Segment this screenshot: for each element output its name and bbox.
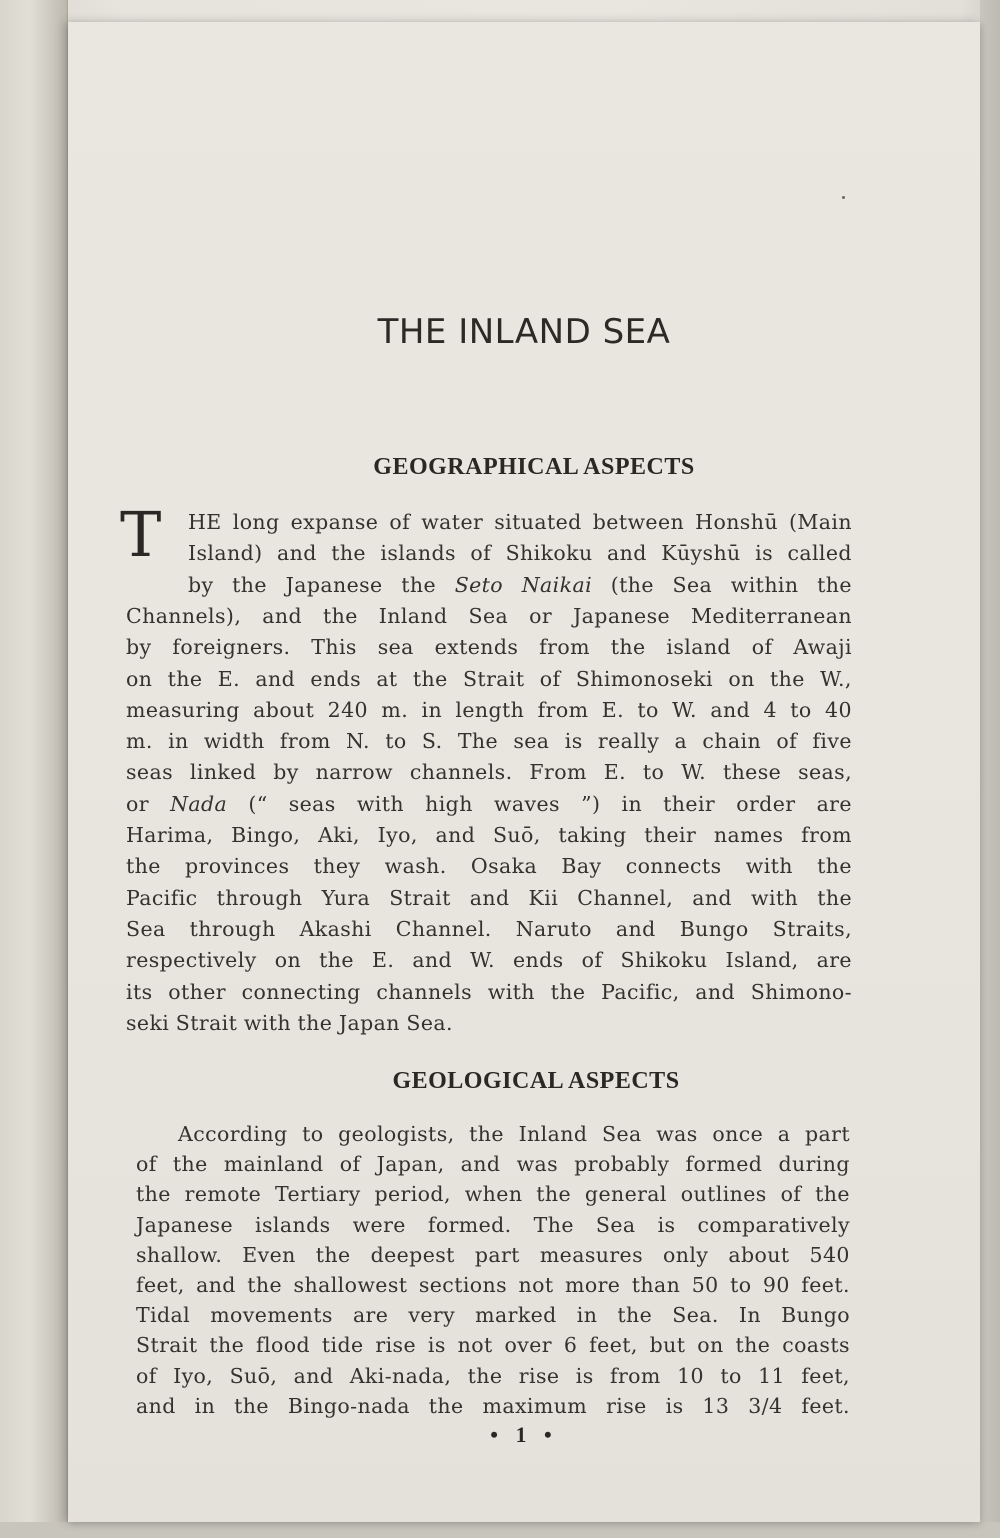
text-line: Pacific through Yura Strait and Kii Channel, and with the — [126, 885, 852, 910]
text-line: feet, and the shallowest sections not more than 50 to 90 feet. — [136, 1273, 850, 1297]
table-surface — [0, 1522, 1000, 1538]
paper-speck — [842, 196, 845, 199]
text-line: m. in width from N. to S. The sea is really a chain of five — [126, 729, 852, 754]
text-line: Harima, Bingo, Aki, Iyo, and Suō, taking their names from — [126, 823, 852, 847]
section-heading-geological: GEOLOGICAL ASPECTS — [392, 1068, 680, 1094]
text-line: of the mainland of Japan, and was probably formed during — [136, 1152, 850, 1177]
text-line: HE long expanse of water situated between Honshū (Main — [188, 510, 852, 534]
text-line: Channels), and the Inland Sea or Japanese Mediterranean — [126, 603, 852, 628]
text-line: seas linked by narrow channels. From E. to W. these seas, — [126, 760, 852, 785]
text-line: on the E. and ends at the Strait of Shimonoseki on the W., — [126, 666, 852, 691]
page-title: THE INLAND SEA — [377, 312, 671, 352]
text-line: measuring about 240 m. in length from E. to W. and 4 to 40 — [126, 697, 852, 722]
text-line: by the Japanese the Seto Naikai (the Sea within the — [188, 572, 852, 597]
text-line: shallow. Even the deepest part measures only about 540 — [136, 1242, 850, 1267]
text-line: the provinces they wash. Osaka Bay connects with the — [126, 854, 852, 879]
text-line: Tidal movements are very marked in the Sea. In Bungo — [136, 1303, 850, 1328]
facing-page-edge — [0, 0, 68, 1538]
text-line: its other connecting channels with the Pacific, and Shimono- — [126, 979, 852, 1004]
drop-cap: T — [120, 498, 162, 571]
text-line: and in the Bingo-nada the maximum rise is 13 3/4 feet. — [136, 1393, 850, 1418]
text-line: Japanese islands were formed. The Sea is comparatively — [136, 1212, 850, 1237]
text-line: Strait the flood tide rise is not over 6 feet, but on the coasts — [136, 1333, 850, 1358]
text-line: Island) and the islands of Shikoku and Kūyshū is called — [188, 541, 852, 566]
text-line: According to geologists, the Inland Sea was once a part — [178, 1122, 850, 1146]
section-heading-geographical: GEOGRAPHICAL ASPECTS — [373, 454, 695, 480]
book-page — [68, 22, 980, 1522]
text-line: the remote Tertiary period, when the general outlines of the — [136, 1182, 850, 1207]
page-stack-edge — [980, 0, 1000, 1538]
text-line: or Nada (“ seas with high waves ”) in their order are — [126, 791, 852, 816]
text-line: Sea through Akashi Channel. Naruto and Bungo Straits, — [126, 916, 852, 941]
text-line: by foreigners. This sea extends from the island of Awaji — [126, 635, 852, 660]
text-line: respectively on the E. and W. ends of Shikoku Island, are — [126, 948, 852, 973]
text-line: of Iyo, Suō, and Aki-nada, the rise is from 10 to 11 feet, — [136, 1363, 850, 1388]
page-number: • 1 • — [490, 1422, 558, 1447]
text-line: seki Strait with the Japan Sea. — [126, 1010, 453, 1035]
